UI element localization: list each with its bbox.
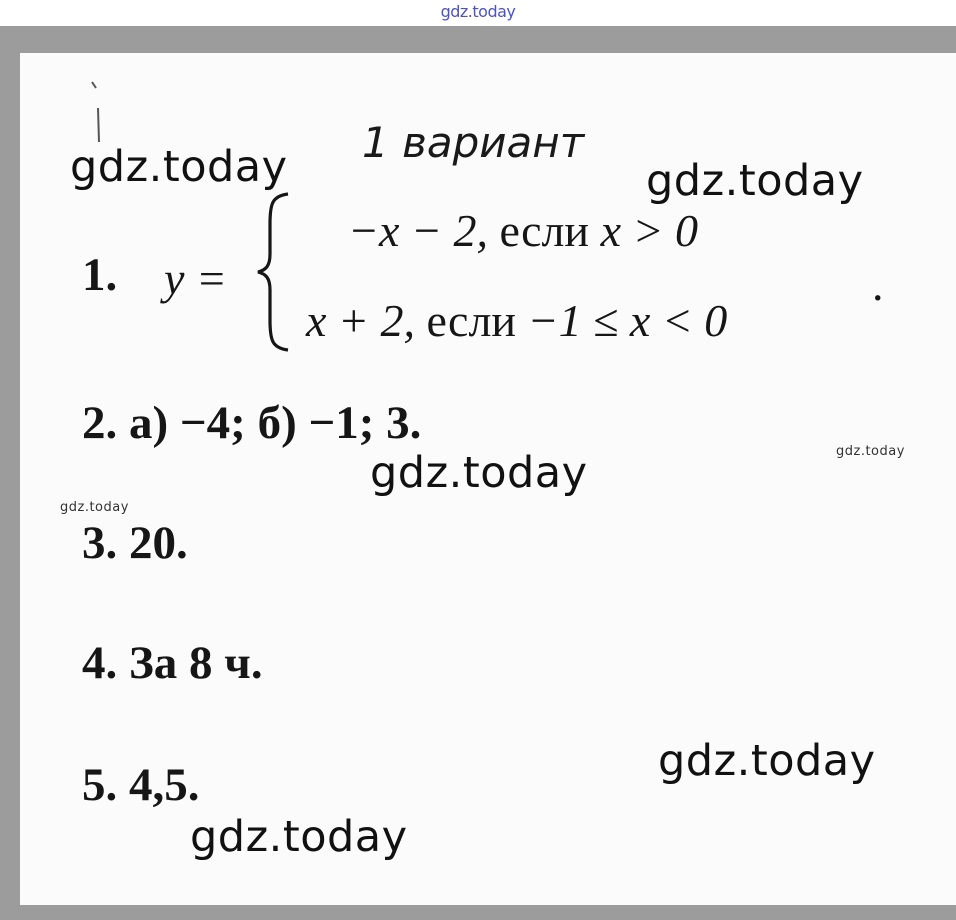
function-lhs: y = [164,253,227,304]
answer-3-number: 3. [82,517,118,569]
watermark: gdz.today [370,448,588,498]
answer-1-period: . [872,259,884,310]
case-2 [306,294,727,347]
watermark: gdz.today [190,812,408,862]
case-1-condition: x > 0 [600,205,699,256]
site-link[interactable]: gdz.today [440,2,516,21]
left-brace-icon [254,190,294,354]
answer-4 [82,636,263,690]
watermark: gdz.today [658,736,876,786]
answer-3 [82,516,188,570]
answer-4-number: 4. [82,637,118,689]
answer-2-text: а) −4; б) −1; 3. [129,397,422,449]
answer-4-text: За 8 ч. [129,637,263,689]
answer-1-number: 1. [82,249,118,301]
case-2-condition: −1 ≤ x < 0 [527,295,728,346]
case-1 [348,204,698,257]
answer-5 [82,758,200,812]
case-2-condition-word: если [426,295,517,346]
answer-1-lhs [164,252,227,305]
watermark: gdz.today [836,444,905,459]
answer-3-text: 20. [129,517,188,569]
answer-5-number: 5. [82,759,118,811]
answer-2-number: 2. [82,397,118,449]
answer-2 [82,396,421,450]
scan-artifact-mark [88,80,102,150]
watermark: gdz.today [70,142,288,192]
variant-title: 1 вариант [362,118,585,167]
answer-5-text: 4,5. [129,759,200,811]
case-1-expression: −x − 2, [348,205,488,256]
case-2-expression: x + 2, [306,295,415,346]
watermark: gdz.today [60,500,129,515]
case-1-condition-word: если [499,205,590,256]
watermark: gdz.today [646,156,864,206]
